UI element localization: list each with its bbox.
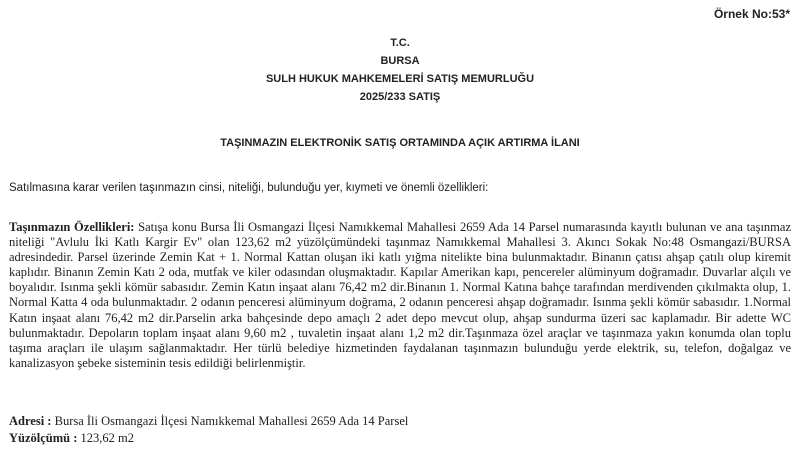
area-value: 123,62 m2 bbox=[77, 431, 135, 445]
property-text: Satışa konu Bursa İli Osmangazi İlçesi Namıkkemal Mahallesi 2659 Ada 14 Parsel numarasında kayıtlı bulunan ve ana taşınmaz niteliği "Avlulu İki Katlı Kargir Ev" olan 123,62 m2 yüzölçümündeki taşınmaz Namıkkemal Mahallesi 3. Akıncı Sokak No:48 Osmangazi/BURSA adresindedir. Parsel üzerinde Zemin Kat + 1. Normal Kattan oluşan iki katlı yığma nitelikte bina bulunmaktadır. Binanın çatısı ahşap çatılı olup kiremit kaplıdır. Binanın Zemin Katı 2 oda, mutfak ve kiler odasından oluşmaktadır. Kapılar Amerikan kapı, pencereler alüminyum doğramadır. Duvarlar alçılı ve boyalıdır. Isınma şekli kömür sabasıdır. Zemin Katın inşaat alanı 76,42 m2 dir.Binanın 1. Normal Katına bahçe tarafından merdivenden çıkılmakta olup, 1. Normal Katta 4 oda bulunmaktadır. 2 odanın penceresi alüminyum doğrama, 2 odanın penceresi ahşap doğramadır. Isınma şekli kömür sabasıdır. 1.Normal Katın inşaat alanı 76,42 m2 dir.Parselin arka bahçesinde depo amaçlı 2 adet depo mevcut olup, ahşap sundurma üzeri sac kaplamadır. Bir adette WC bulunmaktadır. Depoların toplam inşaat alanı 9,60 m2 , tuvaletin inşaat alanı 1,2 m2 dir.Taşınmaza özel araçlar ve taşınmaza yakın konumda olan toplu taşıma araçları ile ulaşım sağlanmaktadır. Her türlü belediye hizmetinden faydalanan taşınmazın bulunduğu yerde elektrik, su, telefon, doğalgaz ve kanalizasyon şebeke sisteminin tesis edildiği belirlenmiştir. bbox=[9, 220, 791, 370]
area-label: Yüzölçümü : bbox=[9, 431, 78, 445]
header-city: BURSA bbox=[380, 55, 420, 67]
address-value: Bursa İli Osmangazi İlçesi Namıkkemal Mahallesi 2659 Ada 14 Parsel bbox=[51, 414, 409, 428]
property-label: Taşınmazın Özellikleri: bbox=[9, 220, 135, 234]
area-line bbox=[9, 431, 134, 446]
property-description bbox=[9, 220, 791, 371]
header-office: SULH HUKUK MAHKEMELERİ SATIŞ MEMURLUĞU bbox=[265, 73, 535, 85]
address-line bbox=[9, 414, 408, 429]
header-case-number: 2025/233 SATIŞ bbox=[359, 91, 441, 103]
sample-number: Örnek No:53* bbox=[713, 7, 790, 21]
header-tc: T.C. bbox=[390, 37, 410, 49]
intro-text: Satılmasına karar verilen taşınmazın cinsi, niteliği, bulunduğu yer, kıymeti ve önemli özellikleri: bbox=[9, 182, 489, 194]
document-header bbox=[0, 34, 800, 106]
address-label: Adresi : bbox=[9, 414, 52, 428]
announcement-title: TAŞINMAZIN ELEKTRONİK SATIŞ ORTAMINDA AÇIK ARTIRMA İLANI bbox=[220, 137, 580, 149]
